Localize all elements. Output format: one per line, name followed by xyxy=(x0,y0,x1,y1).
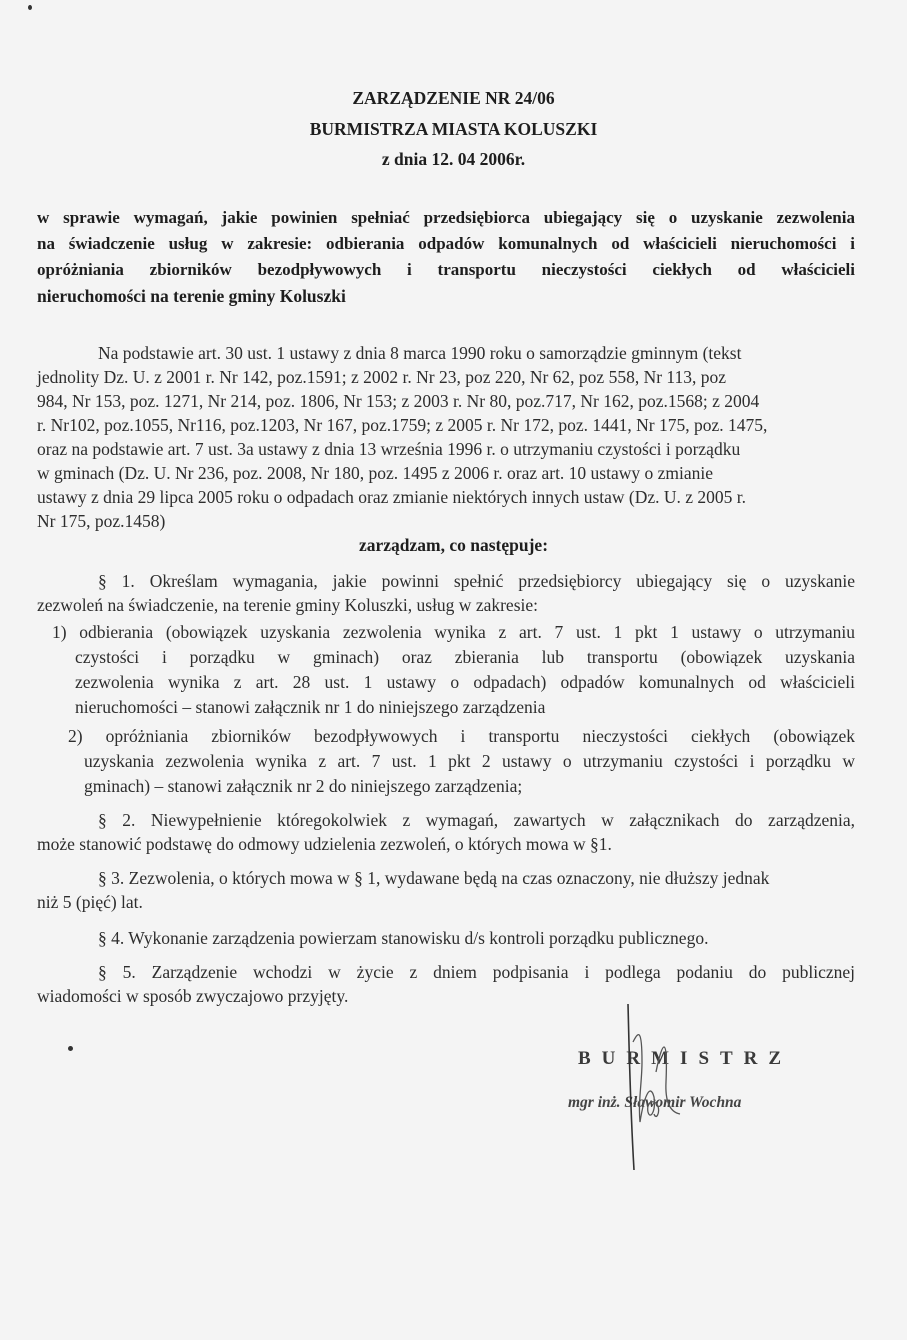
item-1-line: nieruchomości – stanowi załącznik nr 1 do niniejszego zarządzenia xyxy=(75,697,546,717)
document-title: ZARZĄDZENIE NR 24/06 xyxy=(352,88,555,108)
handwritten-signature xyxy=(620,1002,730,1172)
paragraph-2-line: może stanowić podstawę do odmowy udzielenia zezwoleń, o których mowa w §1. xyxy=(37,834,612,854)
scan-speck xyxy=(28,5,32,10)
paragraph-3-line: niż 5 (pięć) lat. xyxy=(37,892,143,912)
paragraph-5-line: wiadomości w sposób zwyczajowo przyjęty. xyxy=(37,986,349,1006)
paragraph-3-line: § 3. Zezwolenia, o których mowa w § 1, wydawane będą na czas oznaczony, nie dłuższy jednak xyxy=(98,868,770,888)
preamble-line: r. Nr102, poz.1055, Nr116, poz.1203, Nr 167, poz.1759; z 2005 r. Nr 172, poz. 1441, Nr 175, poz. 1475, xyxy=(37,415,768,435)
preamble-line: jednolity Dz. U. z 2001 r. Nr 142, poz.1591; z 2002 r. Nr 23, poz 220, Nr 62, poz 558, Nr 113, poz xyxy=(37,367,727,387)
decree-heading: zarządzam, co następuje: xyxy=(358,535,549,555)
item-1-line: zezwolenia wynika z art. 28 ust. 1 ustawy o odpadach) odpadów komunalnych od właścicieli xyxy=(75,672,855,692)
paragraph-2-line: § 2. Niewypełnienie któregokolwiek z wymagań, zawartych w załącznikach do zarządzenia, xyxy=(98,810,855,830)
preamble-line: 984, Nr 153, poz. 1271, Nr 214, poz. 1806, Nr 153; z 2003 r. Nr 80, poz.717, Nr 162, poz.1568; z 2004 xyxy=(37,391,760,411)
preamble-line: Na podstawie art. 30 ust. 1 ustawy z dnia 8 marca 1990 roku o samorządzie gminnym (tekst xyxy=(98,343,742,363)
preamble-line: Nr 175, poz.1458) xyxy=(37,511,166,531)
issuer-title: BURMISTRZA MIASTA KOLUSZKI xyxy=(309,119,598,139)
subject-line: w sprawie wymagań, jakie powinien spełniać przedsiębiorca ubiegający się o uzyskanie zezwolenia xyxy=(37,208,855,227)
preamble-line: ustawy z dnia 29 lipca 2005 roku o odpadach oraz zmianie niektórych innych ustaw (Dz. U. z 2005 r. xyxy=(37,487,747,507)
document-date: z dnia 12. 04 2006r. xyxy=(381,149,526,169)
preamble-line: w gminach (Dz. U. Nr 236, poz. 2008, Nr 180, poz. 1495 z 2006 r. oraz art. 10 ustawy o zmianie xyxy=(37,463,714,483)
item-1-line: 1) odbierania (obowiązek uzyskania zezwolenia wynika z art. 7 ust. 1 pkt 1 ustawy o utrzymaniu xyxy=(52,622,855,642)
subject-line: opróżniania zbiorników bezodpływowych i transportu nieczystości ciekłych od właścicieli xyxy=(37,260,855,279)
item-2-line: 2) opróżniania zbiorników bezodpływowych i transportu nieczystości ciekłych (obowiązek xyxy=(68,726,855,746)
item-1-line: czystości i porządku w gminach) oraz zbierania lub transportu (obowiązek uzyskania xyxy=(75,647,855,667)
stamp-name: mgr inż. Sławomir Wochna xyxy=(568,1094,742,1111)
scan-speck xyxy=(68,1046,73,1051)
subject-line: nieruchomości na terenie gminy Koluszki xyxy=(37,286,346,306)
subject-line: na świadczenie usług w zakresie: odbierania odpadów komunalnych od właścicieli nieruchomości i xyxy=(37,234,855,253)
preamble-line: oraz na podstawie art. 7 ust. 3a ustawy z dnia 13 września 1996 r. o utrzymaniu czystości i porządku xyxy=(37,439,741,459)
paragraph-4: § 4. Wykonanie zarządzenia powierzam stanowisku d/s kontroli porządku publicznego. xyxy=(98,928,709,948)
item-2-line: uzyskania zezwolenia wynika z art. 7 ust. 1 pkt 2 ustawy o utrzymaniu czystości i porządku w xyxy=(84,751,855,771)
paragraph-1-line: zezwoleń na świadczenie, na terenie gminy Koluszki, usług w zakresie: xyxy=(37,595,538,615)
paragraph-5-line: § 5. Zarządzenie wchodzi w życie z dniem podpisania i podlega podaniu do publicznej xyxy=(98,962,855,982)
paragraph-1-line: § 1. Określam wymagania, jakie powinni spełnić przedsiębiorcy ubiegający się o uzyskanie xyxy=(98,571,855,591)
stamp-title: BURMISTRZ xyxy=(578,1048,793,1069)
item-2-line: gminach) – stanowi załącznik nr 2 do niniejszego zarządzenia; xyxy=(84,776,523,796)
